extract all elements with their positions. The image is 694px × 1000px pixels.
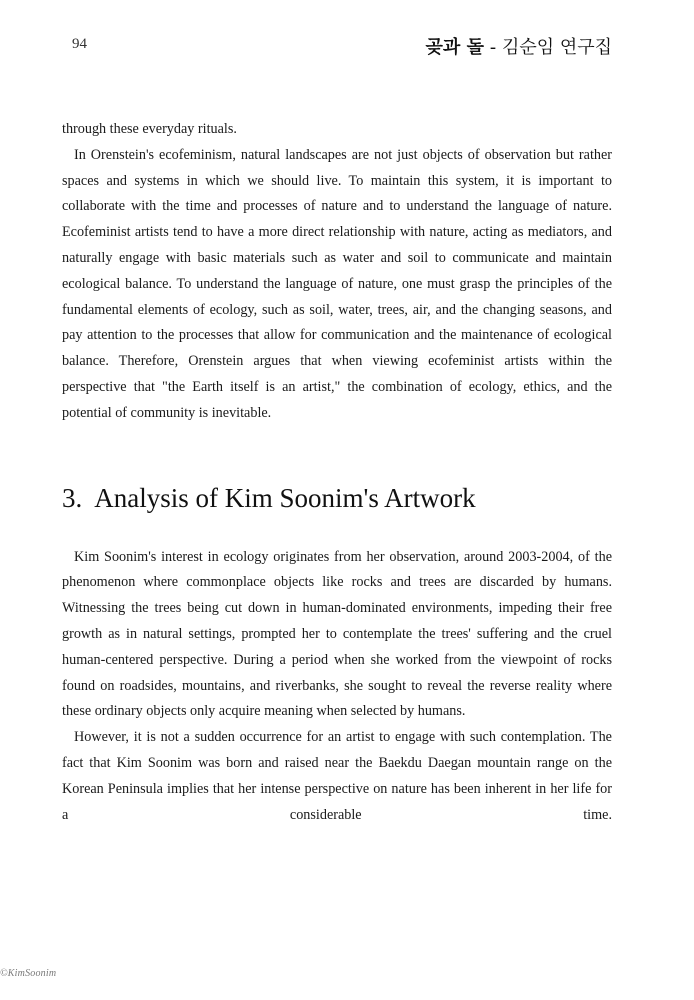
book-subtitle: 김순임 연구집 — [501, 37, 612, 58]
header-separator: - — [483, 37, 502, 58]
section-title: Analysis of Kim Soonim's Artwork — [94, 482, 476, 513]
paragraph-ecology-interest: Kim Soonim's interest in ecology originates from her observation, around 2003-2004, of the phenomenon where commonplace objects like rocks and trees are discarded by humans. Witnessing the trees being cut down in human-dominated environments, impeding their free growth as in natural settings, prompted her to contemplate the trees' suffering and the cruel human-centered perspective. During a period when she worked from the viewpoint of rocks found on roadsides, mountains, and riverbanks, she sought to reveal the reverse reality where these ordinary objects only acquire meaning when selected by humans. — [62, 548, 612, 720]
section-number: 3. — [62, 482, 83, 513]
paragraph-continued: through these everyday rituals. — [62, 121, 237, 137]
book-title: 곶과 돌 — [425, 37, 484, 58]
paragraph-orenstein: In Orenstein's ecofeminism, natural landscapes are not just objects of observation but rather spaces and systems in which we should live. To maintain this system, it is important to collaborate with the time and processes of nature and to understand the language of nature. Ecofeminist artists tend to have a more direct relationship with nature, acting as mediators, and naturally engage with basic materials such as water and soil to communicate and maintain ecological balance. To understand the language of nature, one must grasp the principles of the fundamental elements of ecology, such as soil, water, trees, air, and the changing seasons, and pay attention to the processes that allow for communication and the maintenance of ecological balance. Therefore, Orenstein argues that when viewing ecofeminist artists within the perspective that "the Earth itself is an artist," the combination of ecology, ethics, and the potential of community is inevitable. — [62, 146, 612, 421]
page-body — [62, 117, 612, 828]
paragraph-contemplation: However, it is not a sudden occurrence for an artist to engage with such contemplation. The fact that Kim Soonim was born and raised near the Baekdu Daegan mountain range on the Korean Peninsula implies that her intense perspective on nature has been inherent in her life for a considerable time. — [62, 729, 612, 823]
page-number: 94 — [72, 36, 87, 52]
section-heading — [62, 481, 612, 515]
copyright-watermark: ©KimSoonim — [0, 968, 57, 979]
running-header — [426, 33, 612, 59]
